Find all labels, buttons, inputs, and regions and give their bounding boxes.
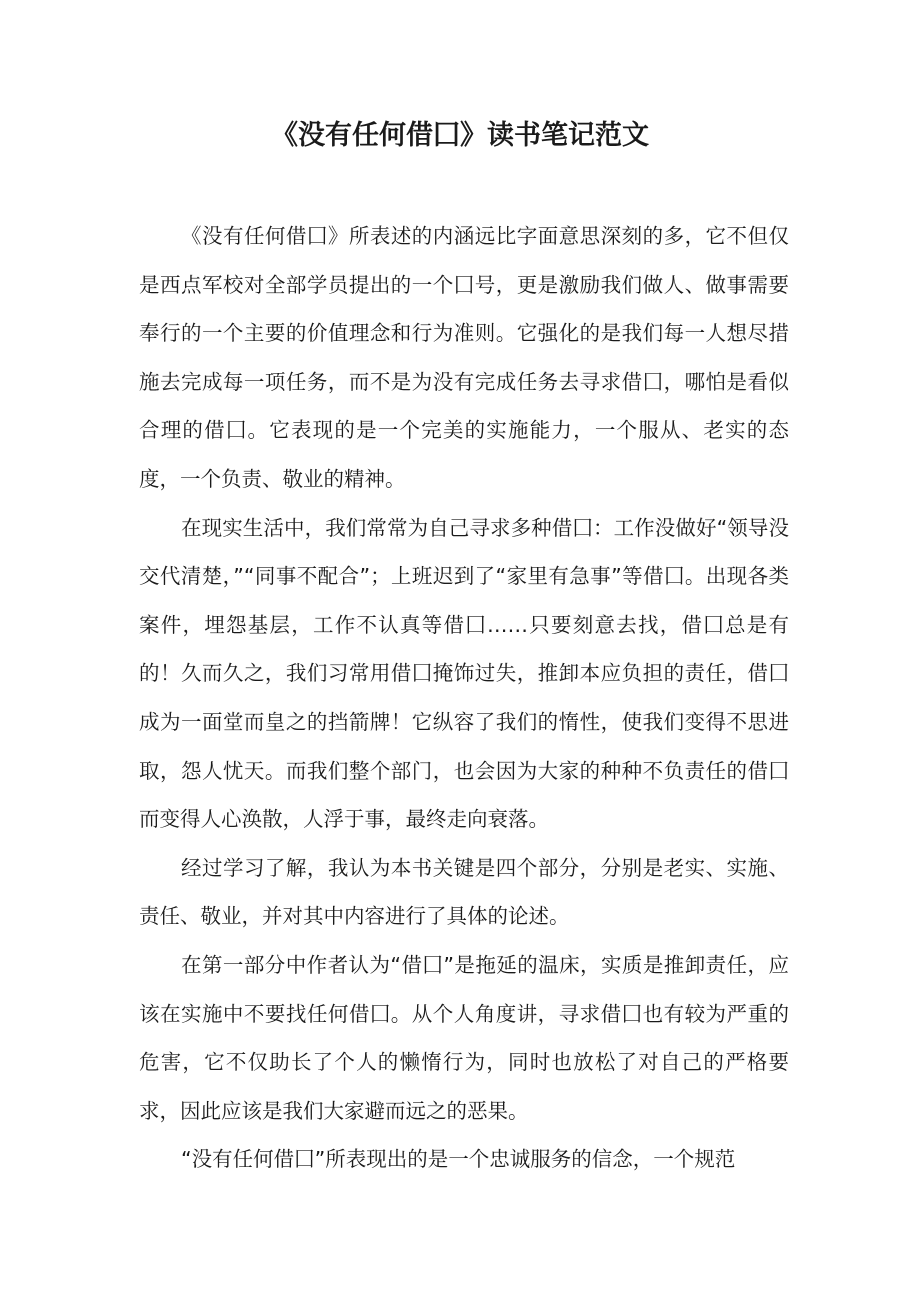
paragraph-5: “没有任何借囗”所表现出的是一个忠诚服务的信念，一个规范 [181,1147,736,1172]
paragraph-1: 《没有任何借囗》所表述的内涵远比字面意思深刻的多，它不但仅是西点军校对全部学员提出的一个囗号，更是激励我们做人、做事需要奉行的一个主要的价值理念和行为准则。它强化的是我们每一人想尽措施去完成每一项任务，而不是为没有完成任务去寻求借囗，哪怕是看似合理的借囗。它表现的是一个完美的实施能力，一个服从、老实的态度，一个负责、敬业的精神。 [139,224,789,491]
paragraph-4: 在第一部分中作者认为“借囗”是拖延的温床，实质是推卸责任，应该在实施中不要找任何借囗。从个人角度讲，寻求借囗也有较为严重的危害，它不仅助长了个人的懒惰行为，同时也放松了对自己的严格要求，因此应该是我们大家避而远之的恶果。 [139,952,789,1123]
paragraph-3: 经过学习了解，我认为本书关键是四个部分，分别是老实、实施、责任、敬业，并对其中内容进行了具体的论述。 [139,855,789,929]
paragraph-2: 在现实生活中，我们常常为自己寻求多种借囗：工作没做好“领导没交代清楚，”“同事不配合”；上班迟到了“家里有急事”等借囗。出现各类案件，埋怨基层，工作不认真等借囗……只要刻意去找，借囗总是有的！久而久之，我们习常用借囗掩饰过失，推卸本应负担的责任，借囗成为一面堂而皇之的挡箭牌！它纵容了我们的惰性，使我们变得不思进取，怨人忧天。而我们整个部门，也会因为大家的种种不负责任的借囗而变得人心涣散，人浮于事，最终走向衰落。 [139,515,789,832]
document-title: 《没有任何借囗》读书笔记范文 [271,120,649,151]
document-body [139,212,789,1184]
